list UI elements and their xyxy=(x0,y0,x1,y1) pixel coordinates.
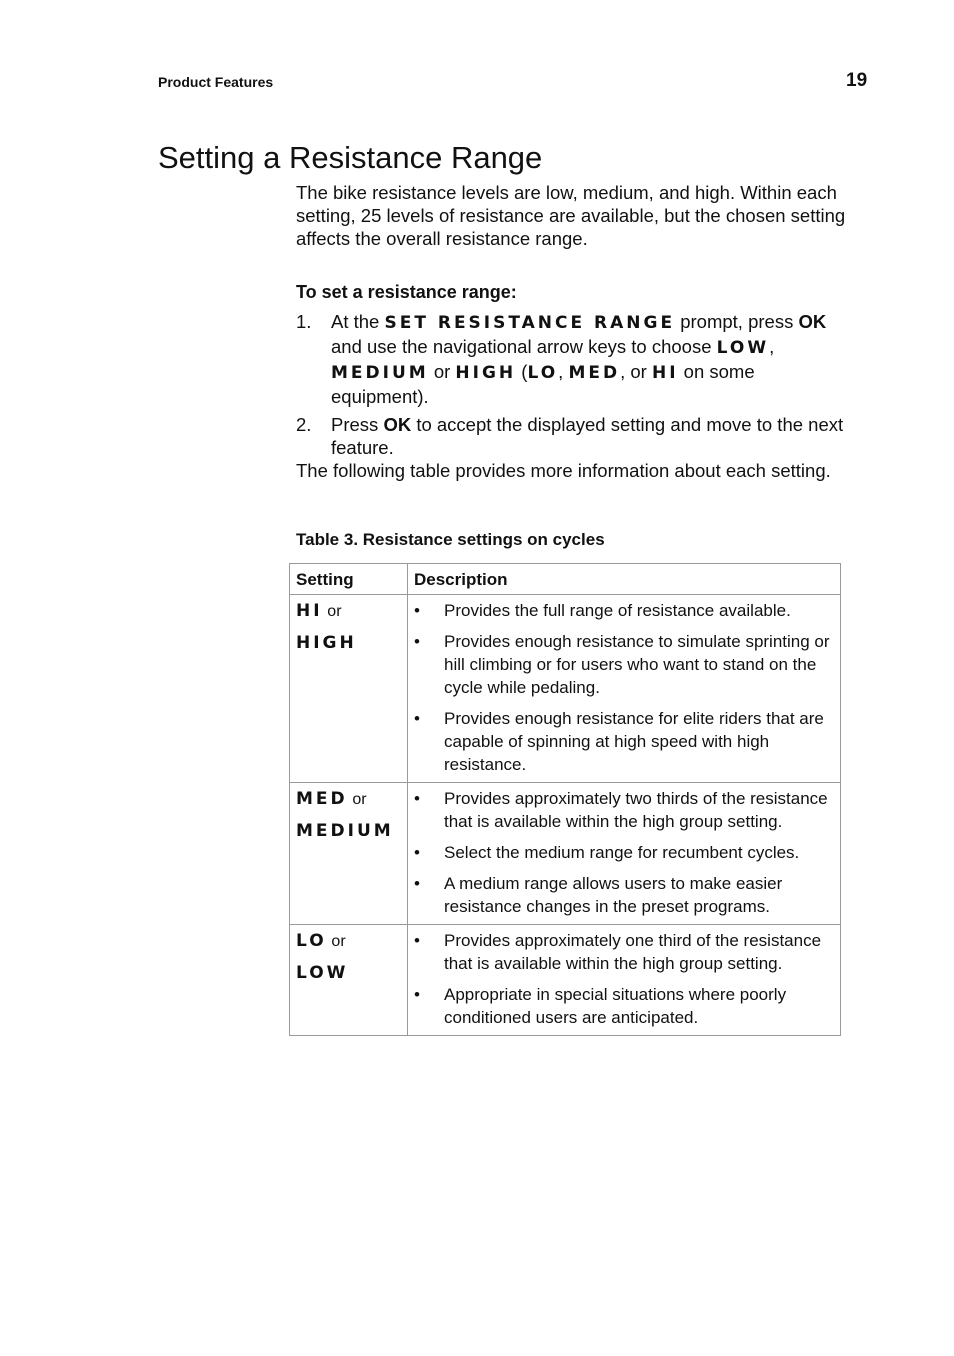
key-lo: LO xyxy=(527,363,559,383)
setting-cell xyxy=(290,925,408,1036)
key-medium: MEDIUM xyxy=(331,363,429,383)
step-text: and use the navigational arrow keys to choose xyxy=(331,336,717,357)
setting-long: HIGH xyxy=(296,633,357,653)
key-med: MED xyxy=(568,363,621,383)
bullet: • xyxy=(414,985,420,1004)
setting-short: HI xyxy=(296,601,323,621)
resistance-settings-table xyxy=(289,563,841,1036)
step-number: 1. xyxy=(296,311,312,332)
key-high: HIGH xyxy=(455,363,517,383)
running-header-section: Product Features xyxy=(158,74,274,90)
page-title: Setting a Resistance Range xyxy=(158,140,543,175)
bullet: • xyxy=(414,709,420,728)
list-item-text: Select the medium range for recumbent cycles. xyxy=(444,843,800,862)
key-low: LOW xyxy=(716,338,770,358)
step-1 xyxy=(296,310,846,408)
key-hi: HI xyxy=(651,363,679,383)
step-text: , or xyxy=(620,361,652,382)
list-item-text: Provides approximately two thirds of the resistance that is available within the high group setting. xyxy=(444,789,828,831)
step-text: , xyxy=(769,336,775,357)
bullet: • xyxy=(414,601,420,620)
following-paragraph: The following table provides more information about each setting. xyxy=(296,460,831,481)
description-cell xyxy=(408,595,841,783)
or-word: or xyxy=(352,791,367,808)
list-item xyxy=(414,983,832,1029)
list-item-text: A medium range allows users to make easier resistance changes in the preset programs. xyxy=(444,874,783,916)
setting-cell xyxy=(290,595,408,783)
step-text: prompt, press xyxy=(675,311,799,332)
list-item xyxy=(414,599,832,622)
list-item xyxy=(414,787,832,833)
list-item-text: Provides enough resistance for elite riders that are capable of spinning at high speed with high resistance. xyxy=(444,709,824,774)
page-number: 19 xyxy=(846,70,868,91)
list-item xyxy=(414,630,832,699)
description-cell xyxy=(408,925,841,1036)
list-item-text: Appropriate in special situations where poorly conditioned users are anticipated. xyxy=(444,985,787,1027)
step-text: or xyxy=(428,361,456,382)
setting-short: MED xyxy=(296,789,348,809)
table-row xyxy=(290,595,841,783)
or-word: or xyxy=(327,603,342,620)
list-item xyxy=(414,872,832,918)
step-text: on some equipment). xyxy=(331,361,755,407)
procedure-steps xyxy=(296,310,846,464)
procedure-title: To set a resistance range: xyxy=(296,282,517,302)
key-set-resistance-range: SET RESISTANCE RANGE xyxy=(384,313,676,333)
column-header-description: Description xyxy=(408,564,841,595)
bullet: • xyxy=(414,931,420,950)
step-text: , xyxy=(558,361,569,382)
setting-long: LOW xyxy=(296,963,349,983)
setting-cell xyxy=(290,783,408,925)
bullet: • xyxy=(414,632,420,651)
step-text: At the xyxy=(331,311,385,332)
table-caption: Table 3. Resistance settings on cycles xyxy=(296,530,605,549)
bullet: • xyxy=(414,874,420,893)
bullet: • xyxy=(414,843,420,862)
list-item-text: Provides approximately one third of the resistance that is available within the high group setting. xyxy=(444,931,822,973)
list-item xyxy=(414,929,832,975)
step-2 xyxy=(296,413,846,459)
table-row xyxy=(290,925,841,1036)
step-text: ( xyxy=(516,361,528,382)
list-item xyxy=(414,841,832,864)
intro-paragraph: The bike resistance levels are low, medium, and high. Within each setting, 25 levels of resistance are available, but the chosen setting affects the overall resistance range. xyxy=(296,182,846,249)
table-header-row xyxy=(290,564,841,595)
setting-short: LO xyxy=(296,931,327,951)
step-number: 2. xyxy=(296,414,312,435)
setting-long: MEDIUM xyxy=(296,821,394,841)
description-cell xyxy=(408,783,841,925)
list-item xyxy=(414,707,832,776)
table-row xyxy=(290,783,841,925)
key-ok: OK xyxy=(383,414,412,435)
list-item-text: Provides enough resistance to simulate sprinting or hill climbing or for users who want to stand on the cycle while pedaling. xyxy=(444,632,830,697)
key-ok: OK xyxy=(798,311,827,332)
list-item-text: Provides the full range of resistance available. xyxy=(444,601,791,620)
or-word: or xyxy=(331,933,346,950)
step-text: to accept the displayed setting and move to the next feature. xyxy=(331,414,844,458)
column-header-setting: Setting xyxy=(290,564,408,595)
step-text: Press xyxy=(331,414,384,435)
bullet: • xyxy=(414,789,420,808)
